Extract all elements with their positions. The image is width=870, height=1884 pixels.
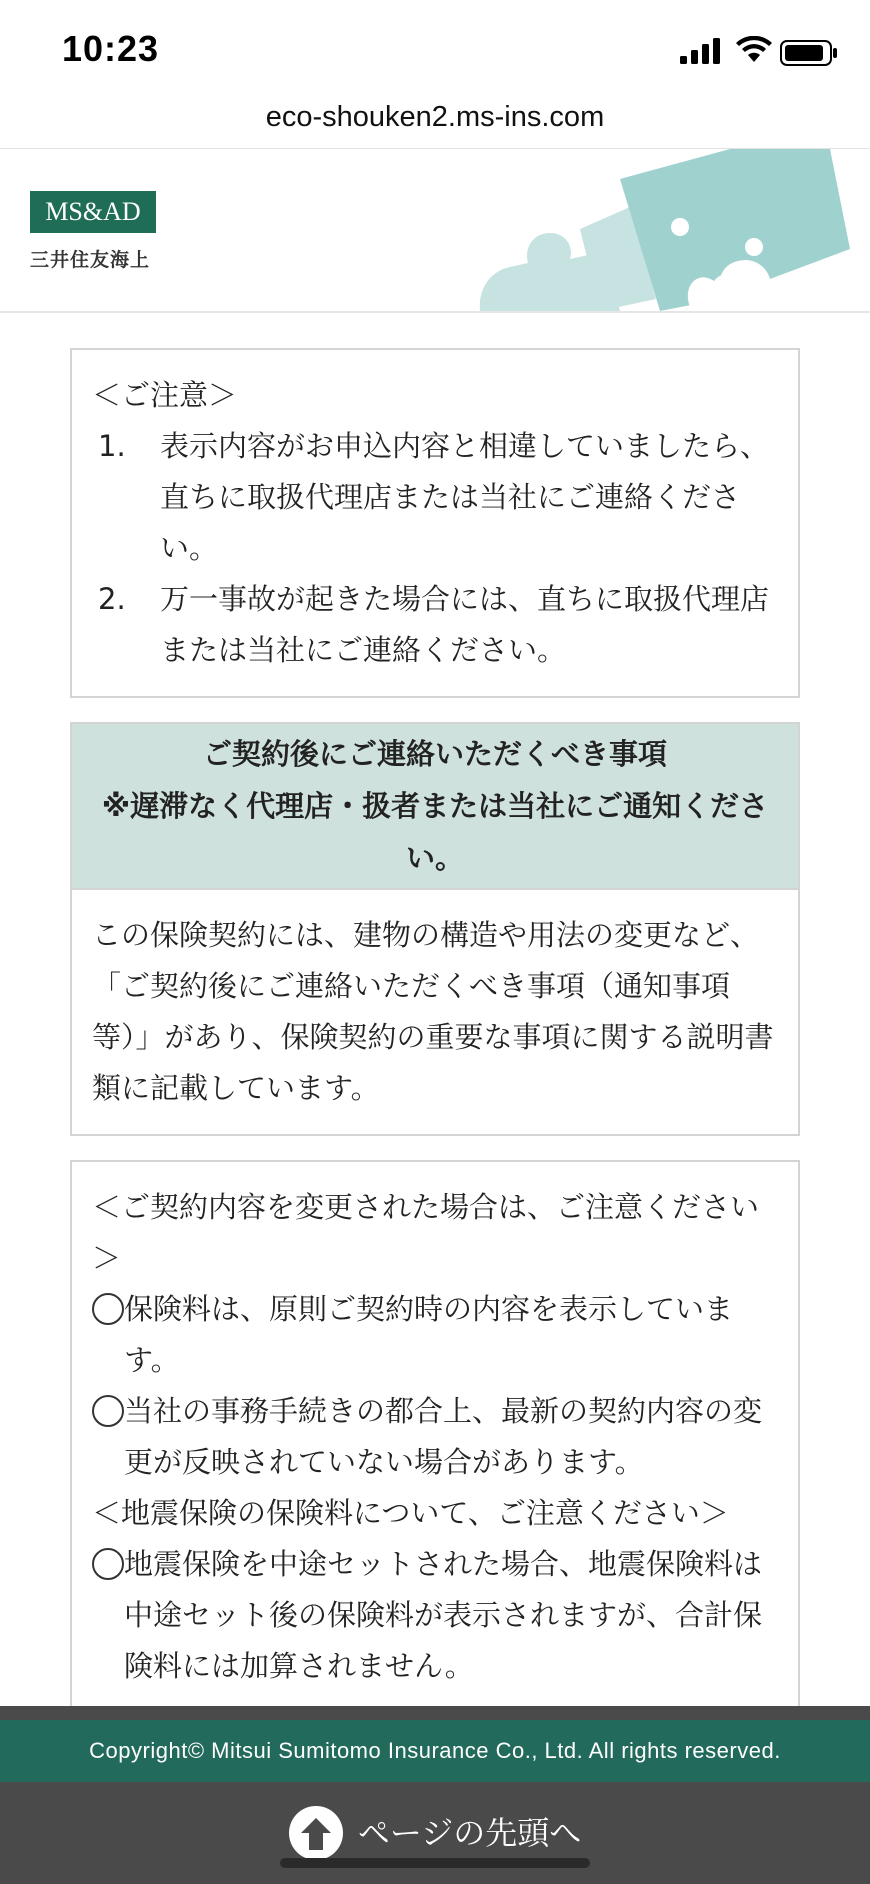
list-text: 保険料は、原則ご契約時の内容を表示しています。 [124, 1292, 734, 1377]
company-name: 三井住友海上 [30, 249, 151, 271]
contact-heading-line2: ※遅滞なく代理店・扱者または当社にご通知ください。 [101, 789, 769, 875]
earthquake-title: ＜地震保険の保険料について、ご注意ください＞ [92, 1496, 729, 1530]
home-indicator[interactable] [280, 1858, 590, 1868]
list-number: 2. [98, 582, 126, 616]
change-notice-box [70, 1160, 800, 1714]
list-text: 万一事故が起きた場合には、直ちに取扱代理店または当社にご連絡ください。 [160, 582, 770, 667]
contact-body: この保険契約には、建物の構造や用法の変更など、「ご契約後にご連絡いただくべき事項（通知事項等）」があり、保険契約の重要な事項に関する説明書類に記載しています。 [92, 918, 774, 1105]
list-item [92, 574, 780, 676]
notice-title: ＜ご注意＞ [92, 378, 238, 412]
company-logo[interactable]: MS&AD [30, 191, 156, 233]
list-item [92, 1386, 780, 1488]
signal-icon [680, 38, 724, 64]
puzzle-illustration [470, 149, 870, 311]
copyright: Copyright© Mitsui Sumitomo Insurance Co., Ltd. All rights reserved. [0, 1720, 870, 1782]
status-bar [0, 0, 870, 100]
list-text: 表示内容がお申込内容と相違していましたら、直ちに取扱代理店または当社にご連絡ください。 [160, 429, 770, 565]
contact-heading-line1: ご契約後にご連絡いただくべき事項 [202, 737, 667, 771]
circle-bullet-icon [92, 1395, 124, 1427]
back-to-top-label: ページの先頭へ [357, 1814, 582, 1852]
address-bar[interactable] [0, 96, 870, 149]
site-header [0, 149, 870, 313]
main-content [70, 348, 800, 1738]
contact-heading [72, 724, 798, 890]
status-time: 10:23 [62, 28, 160, 69]
notice-box [70, 348, 800, 698]
wifi-icon [736, 36, 772, 64]
circle-bullet-icon [92, 1293, 124, 1325]
url-text: eco-shouken2.ms-ins.com [265, 101, 605, 133]
list-text: 当社の事務手続きの都合上、最新の契約内容の変更が反映されていない場合があります。 [124, 1394, 763, 1479]
contact-box [70, 722, 800, 1136]
arrow-up-icon [289, 1806, 343, 1860]
list-item [92, 1539, 780, 1692]
circle-bullet-icon [92, 1548, 124, 1580]
list-number: 1. [98, 429, 126, 463]
list-text: 地震保険を中途セットされた場合、地震保険料は中途セット後の保険料が表示されますが、合計保険料には加算されません。 [124, 1547, 763, 1683]
list-item [92, 421, 780, 574]
change-title: ＜ご契約内容を変更された場合は、ご注意ください＞ [92, 1190, 760, 1275]
battery-icon [780, 40, 838, 66]
list-item [92, 1284, 780, 1386]
